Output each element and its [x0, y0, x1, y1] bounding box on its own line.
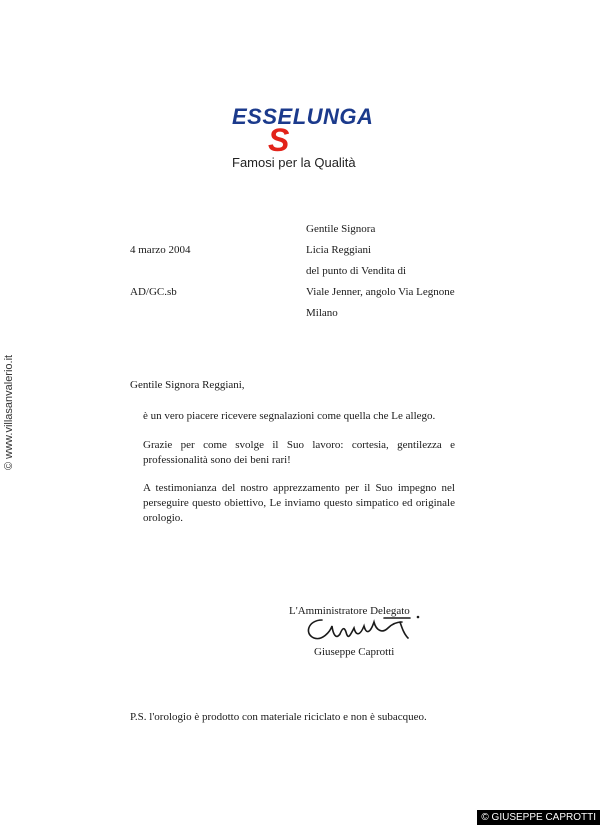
- body-paragraph-2: Grazie per come svolge il Suo lavoro: cortesia, gentilezza e professionalità sono dei beni rari!: [143, 439, 455, 466]
- recipient-line: Milano: [306, 307, 338, 319]
- site-watermark: © www.villasanvalerio.it: [3, 354, 15, 470]
- salutation: Gentile Signora Reggiani,: [130, 379, 245, 391]
- reference-code: AD/GC.sb: [130, 286, 177, 298]
- brand-logo-mark: S: [268, 122, 290, 158]
- recipient-line: Licia Reggiani: [306, 244, 372, 256]
- body-paragraph-1: è un vero piacere ricevere segnalazioni come quella che Le allego.: [143, 410, 436, 422]
- signature-name: Giuseppe Caprotti: [314, 646, 395, 658]
- recipient-address: [306, 222, 455, 327]
- recipient-line: del punto di Vendita di: [306, 265, 407, 277]
- signature-role: L'Amministratore Delegato: [289, 605, 410, 617]
- brand-logo-wordmark: ESSELUNGA: [232, 104, 374, 129]
- postscript: P.S. l'orologio è prodotto con materiale riciclato e non è subacqueo.: [130, 711, 427, 723]
- brand-tagline: Famosi per la Qualità: [232, 155, 356, 170]
- handwritten-signature: [300, 612, 425, 648]
- copyright-badge: © GIUSEPPE CAPROTTI: [477, 810, 600, 825]
- recipient-line: Viale Jenner, angolo Via Legnone: [306, 286, 455, 298]
- recipient-line: Gentile Signora: [306, 223, 376, 235]
- letter-date: 4 marzo 2004: [130, 244, 191, 256]
- body-paragraph-3: A testimonianza del nostro apprezzamento per il Suo impegno nel perseguire questo obiettivo, Le inviamo questo simpatico ed originale orologio.: [143, 482, 455, 524]
